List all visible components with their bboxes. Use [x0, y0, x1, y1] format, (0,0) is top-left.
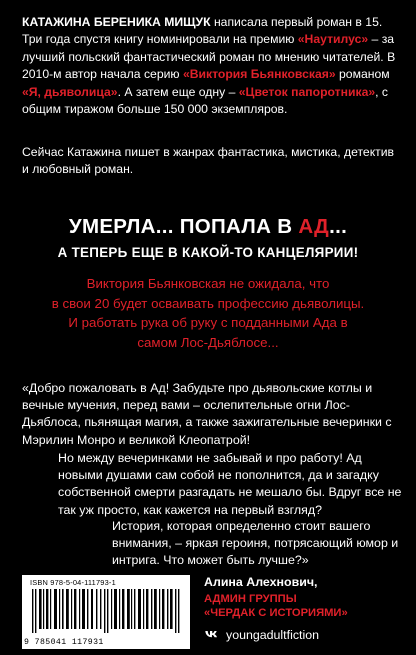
blurb-line: И работать рука об руку с подданными Ада в	[68, 315, 348, 331]
author-now: Сейчас Катажина пишет в жанрах фантастика, мистика, детектив и любовный роман.	[22, 145, 395, 177]
bio-text: , с общим тиражом больше 150 000 экземпляров.	[22, 84, 389, 117]
isbn: ISBN 978-5-04-111793-1	[30, 578, 116, 587]
author-bio	[22, 14, 397, 118]
series-fern: «Цветок папоротника»	[238, 84, 376, 99]
barcode-bars	[30, 589, 182, 633]
barcode-digits: 9 785041 117931	[24, 638, 104, 647]
reviewer-role	[204, 592, 404, 620]
vk-icon	[204, 627, 220, 643]
reviewer-role-line: «ЧЕРДАК С ИСТОРИЯМИ»	[204, 607, 348, 619]
quote-paragraph-1: «Добро пожаловать в Ад! Забудьте про дьявольские котлы и вечные мучения, перед вами – ослепительные огни Лос-Дьяблоса, пьянящая магия, а также зажигательные вечеринки с Мэрилин Монро и великой Клеопатрой!	[22, 381, 392, 447]
headline-line1	[0, 214, 416, 240]
reviewer-role-line: АДМИН ГРУППЫ	[204, 593, 297, 605]
bio-text: . А затем еще одну –	[117, 84, 239, 99]
blurb-line: в свои 20 будет осваивать профессию дьяволицы.	[51, 295, 365, 311]
vk-link[interactable]	[204, 627, 319, 643]
title-devil: «Я, дьяволица»	[22, 84, 118, 99]
quote-paragraph-3: История, которая определенно стоит вашего внимания, – яркая героиня, потрясающий юмор и интрига. Что может быть лучше?»	[112, 519, 399, 568]
bio-text: – за лучший польский фантастический роман по мнению читателей. В 2010-м автор начала серию	[22, 32, 396, 82]
bio-text: написала первый роман в 15. Три года спустя книгу номинировали на премию	[22, 15, 383, 47]
headline-line2: А ТЕПЕРЬ ЕЩЕ В КАКОЙ-ТО КАНЦЕЛЯРИИ!	[57, 245, 359, 260]
barcode	[22, 575, 190, 649]
blurb	[0, 274, 416, 352]
vk-handle: youngadultfiction	[226, 628, 319, 642]
reviewer-name: Алина Алехнович,	[204, 575, 318, 589]
headline-part1: УМЕРЛА... ПОПАЛА В	[68, 215, 299, 238]
author-name-caps: КАТАЖИНА БЕРЕНИКА МИЩУК	[22, 15, 211, 29]
quote-paragraph-2: Но между вечеринками не забывай и про работу! Ад новыми душами сам собой не пополнится, да и загадку собственной смерти разгадать не мешало бы. Вдруг все не так уж просто, как кажется на первый взгляд?	[58, 451, 402, 517]
blurb-line: Виктория Бьянковская не ожидала, что	[86, 276, 330, 291]
title-nautilus: «Наутилус»	[297, 32, 369, 47]
bio-text: романом	[335, 67, 390, 82]
headline-part2: ...	[329, 215, 348, 238]
series-victoria: «Виктория Бьянковская»	[182, 67, 336, 82]
blurb-line: самом Лос-Дьяблосе...	[137, 334, 279, 350]
headline-ad: АД	[298, 215, 330, 238]
headline	[0, 214, 416, 263]
